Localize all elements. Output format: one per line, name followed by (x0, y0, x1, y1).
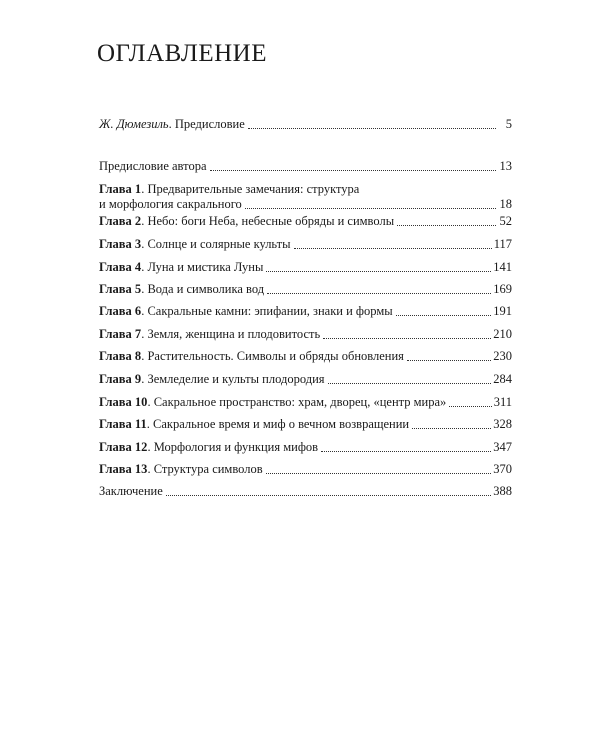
toc-leader-dots (266, 265, 491, 272)
toc-page-number: 328 (493, 417, 512, 431)
toc-page-number: 13 (499, 159, 512, 173)
toc-leader-dots (449, 400, 491, 407)
toc-entry-chapter-7[interactable] (99, 327, 512, 342)
toc-page-number: 191 (493, 304, 512, 318)
toc-page-number: 347 (493, 440, 512, 454)
toc-page-number: 5 (505, 117, 512, 131)
toc-entry-title: . Структура символов (147, 462, 263, 476)
toc-leader-dots (412, 422, 491, 429)
toc-entry-chapter-9[interactable] (99, 372, 512, 387)
toc-leader-dots (294, 242, 492, 249)
toc-chapter-label: Глава 9 (99, 372, 142, 386)
toc-page-number: 52 (499, 214, 512, 228)
toc-leader-dots (245, 202, 496, 209)
toc-entry-title: . Луна и мистика Луны (141, 260, 264, 274)
toc-leader-dots (397, 219, 496, 226)
toc-page-number: 370 (493, 462, 512, 476)
toc-entry-chapter-5[interactable] (99, 282, 512, 297)
toc-page-number: 388 (493, 484, 512, 498)
toc-chapter-label: Глава 7 (99, 327, 142, 341)
toc-entry-conclusion[interactable] (99, 484, 512, 499)
toc-page-number: 210 (493, 327, 512, 341)
toc-chapter-label: Глава 10 (99, 395, 148, 409)
toc-entry-editor-preface[interactable] (99, 117, 512, 132)
toc-chapter-label: Глава 3 (99, 237, 142, 251)
toc-chapter-label: Глава 5 (99, 282, 142, 296)
toc-leader-dots (248, 122, 496, 129)
toc-leader-dots (267, 287, 491, 294)
page-title: ОГЛАВЛЕНИЕ (97, 40, 267, 67)
toc-page-number: 284 (493, 372, 512, 386)
toc-leader-dots (328, 377, 492, 384)
toc-page-number: 311 (493, 395, 512, 409)
toc-entry-title: . Небо: боги Неба, небесные обряды и символы (141, 214, 395, 228)
toc-entry-title: . Земля, женщина и плодовитость (141, 327, 321, 341)
toc-entry-author-preface[interactable] (99, 159, 512, 174)
toc-page-number: 117 (493, 237, 512, 251)
toc-page-number: 169 (493, 282, 512, 296)
toc-leader-dots (321, 445, 491, 452)
toc-leader-dots (323, 332, 491, 339)
toc-chapter-label: Глава 8 (99, 349, 142, 363)
toc-chapter-label: Глава 6 (99, 304, 142, 318)
toc-entry-chapter-2[interactable] (99, 214, 512, 229)
toc-chapter-label: Глава 11 (99, 417, 147, 431)
toc-leader-dots (210, 164, 497, 171)
toc-entry-title: . Морфология и функция мифов (147, 440, 319, 454)
toc-page-number: 18 (499, 197, 512, 211)
toc-entry-chapter-4[interactable] (99, 260, 512, 275)
toc-entry-title-cont: и морфология сакрального (99, 197, 242, 211)
toc-entry-title: Предисловие автора (99, 159, 207, 173)
toc-entry-chapter-3[interactable] (99, 237, 512, 252)
toc-entry-chapter-8[interactable] (99, 349, 512, 364)
toc-entry-title: . Растительность. Символы и обряды обновления (141, 349, 404, 363)
toc-chapter-label: Глава 12 (99, 440, 148, 454)
toc-leader-dots (396, 309, 492, 316)
toc-entry-title: . Предисловие (168, 117, 245, 131)
toc-chapter-label: Глава 13 (99, 462, 148, 476)
toc-entry-title: . Вода и символика вод (141, 282, 265, 296)
toc-leader-dots (166, 489, 492, 496)
toc-entry-chapter-1[interactable] (99, 182, 512, 212)
toc-chapter-label: Глава 1 (99, 182, 142, 196)
toc-entry-chapter-11[interactable] (99, 417, 512, 432)
toc-chapter-label: Глава 2 (99, 214, 142, 228)
toc-author: Ж. Дюмезиль (99, 117, 169, 131)
toc-entry-chapter-6[interactable] (99, 304, 512, 319)
toc-entry-title: . Солнце и солярные культы (141, 237, 291, 251)
toc-page-number: 141 (493, 260, 512, 274)
toc-leader-dots (266, 467, 492, 474)
toc-entry-title: . Предварительные замечания: структура (141, 182, 360, 196)
toc-leader-dots (407, 354, 491, 361)
toc-entry-title: . Сакральное время и миф о вечном возвращении (146, 417, 410, 431)
toc-chapter-label: Глава 4 (99, 260, 142, 274)
toc-entry-chapter-13[interactable] (99, 462, 512, 477)
toc-entry-title: Заключение (99, 484, 163, 498)
toc-entry-title: . Земледелие и культы плодородия (141, 372, 325, 386)
toc-entry-chapter-12[interactable] (99, 440, 512, 455)
toc-page-number: 230 (493, 349, 512, 363)
toc-entry-title: . Сакральное пространство: храм, дворец, «центр мира» (147, 395, 447, 409)
toc-entry-title: . Сакральные камни: эпифании, знаки и формы (141, 304, 393, 318)
toc-entry-chapter-10[interactable] (99, 395, 512, 410)
